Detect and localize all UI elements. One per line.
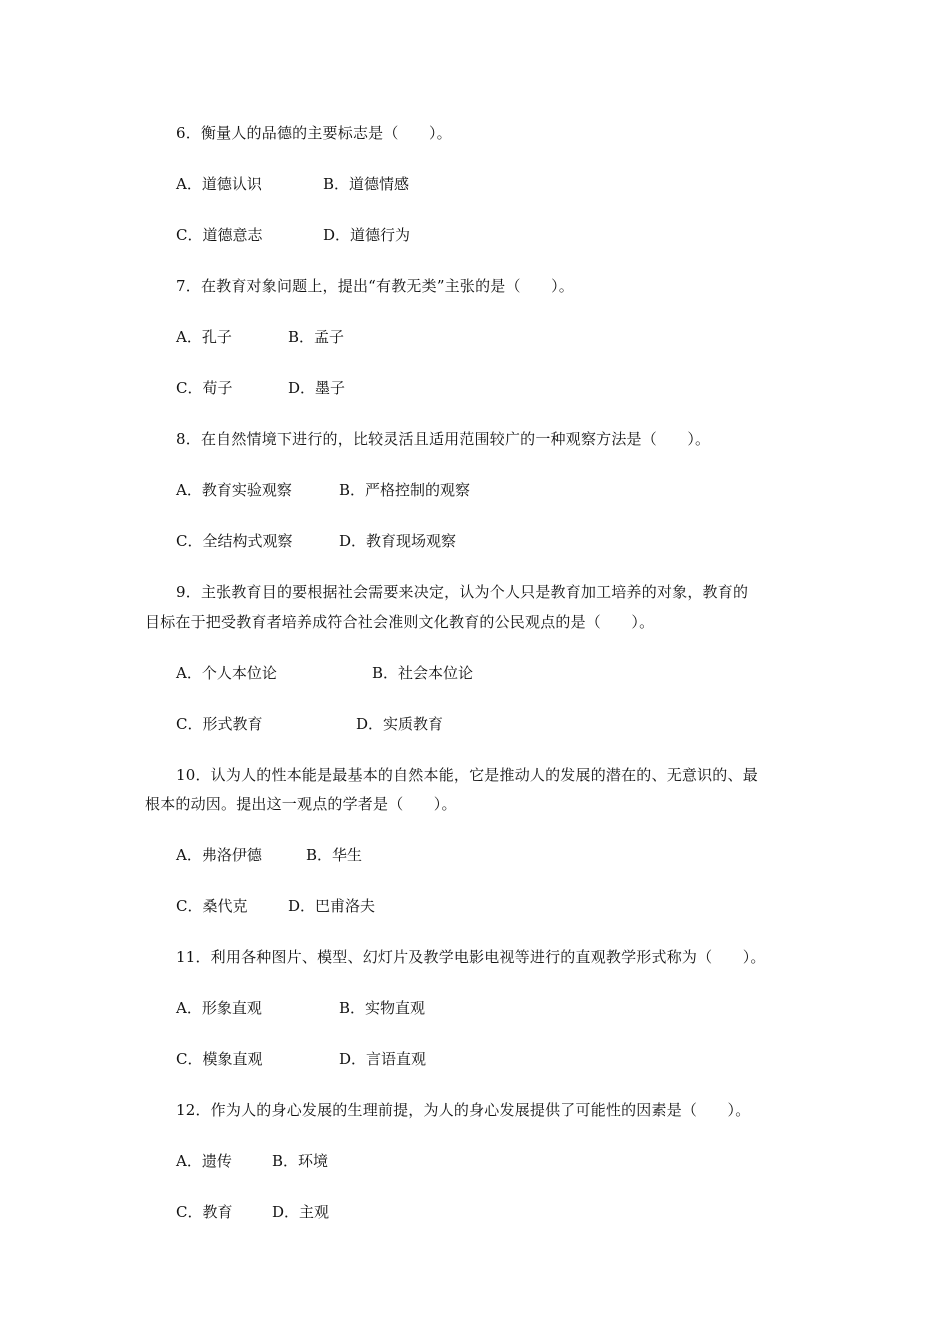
option-c: C．全结构式观察 (176, 532, 293, 550)
question-10-stem-line-2: 根本的动因。提出这一观点的学者是（ ）。 (145, 795, 457, 813)
option-d: D．主观 (272, 1203, 330, 1221)
question-6-stem: 6．衡量人的品德的主要标志是（ ）。 (176, 124, 452, 142)
option-d: D．实质教育 (356, 715, 444, 733)
option-b: B．严格控制的观察 (339, 481, 471, 499)
option-a: A．个人本位论 (176, 664, 277, 682)
option-a: A．孔子 (176, 328, 232, 346)
option-b: B．环境 (272, 1152, 329, 1170)
option-d: D．巴甫洛夫 (288, 897, 376, 915)
option-b: B．道德情感 (323, 175, 410, 193)
option-b: B．实物直观 (339, 999, 426, 1017)
option-a: A．弗洛伊德 (176, 846, 262, 864)
option-d: D．教育现场观察 (339, 532, 457, 550)
question-7-stem: 7．在教育对象问题上，提出“有教无类”主张的是（ ）。 (176, 277, 574, 295)
option-a: A．道德认识 (176, 175, 262, 193)
question-11-stem: 11．利用各种图片、模型、幻灯片及教学电影电视等进行的直观教学形式称为（ ）。 (176, 948, 766, 966)
question-8-stem: 8．在自然情境下进行的，比较灵活且适用范围较广的一种观察方法是（ ）。 (176, 430, 711, 448)
option-b: B．孟子 (288, 328, 345, 346)
option-a: A．教育实验观察 (176, 481, 292, 499)
option-c: C．形式教育 (176, 715, 263, 733)
option-c: C．教育 (176, 1203, 233, 1221)
option-a: A．遗传 (176, 1152, 232, 1170)
question-9-stem-line-1: 9．主张教育目的要根据社会需要来决定，认为个人只是教育加工培养的对象，教育的 (176, 583, 749, 601)
option-c: C．桑代克 (176, 897, 248, 915)
option-a: A．形象直观 (176, 999, 262, 1017)
question-9-stem-line-2: 目标在于把受教育者培养成符合社会准则文化教育的公民观点的是（ ）。 (145, 613, 655, 631)
option-c: C．道德意志 (176, 226, 263, 244)
option-c: C．模象直观 (176, 1050, 263, 1068)
option-d: D．言语直观 (339, 1050, 427, 1068)
option-b: B．华生 (306, 846, 363, 864)
option-d: D．道德行为 (323, 226, 411, 244)
question-12-stem: 12．作为人的身心发展的生理前提，为人的身心发展提供了可能性的因素是（ ）。 (176, 1101, 751, 1119)
option-c: C．荀子 (176, 379, 233, 397)
option-d: D．墨子 (288, 379, 346, 397)
option-b: B．社会本位论 (372, 664, 474, 682)
question-10-stem-line-1: 10．认为人的性本能是最基本的自然本能，它是推动人的发展的潜在的、无意识的、最 (176, 766, 758, 784)
